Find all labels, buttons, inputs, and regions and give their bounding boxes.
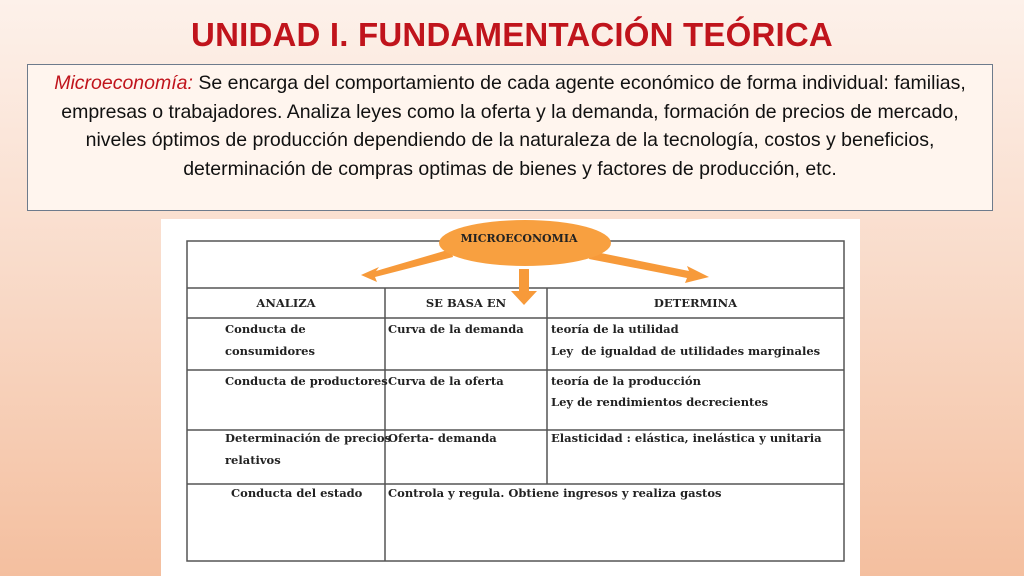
oval-label: MICROECONOMIA (460, 232, 578, 245)
row4-basa: Controla y regula. Obtiene ingresos y realiza gastos (388, 486, 722, 500)
row4-analiza: Conducta del estado (231, 486, 363, 500)
row3-basa: Oferta- demanda (388, 431, 497, 445)
row1-analiza-line2: consumidores (225, 344, 315, 358)
definition-term: Microeconomía: (54, 72, 193, 94)
arrow-left-icon (361, 249, 453, 282)
definition-text: Se encarga del comportamiento de cada agente económico de forma individual: familias, empresas o trabajadores. Analiza leyes como la oferta y la demanda, formación de precios de mercado, niveles óptimos de producción dependiendo de la naturaleza de la tecnología, costos y beneficios, determinación de compras optimas de bienes y factores de producción, etc. (61, 72, 966, 180)
row3-analiza-line2: relativos (225, 453, 281, 467)
row1-determina-line1: teoría de la utilidad (551, 322, 679, 336)
row2-basa: Curva de la oferta (388, 374, 504, 388)
definition-box (27, 64, 993, 211)
header-determina: DETERMINA (653, 296, 738, 310)
header-se-basa-en: SE BASA EN (425, 296, 507, 310)
row3-analiza-line1: Determinación de precios (225, 431, 392, 445)
arrow-right-icon (589, 251, 709, 283)
header-analiza: ANALIZA (256, 296, 316, 310)
slide-title: UNIDAD I. FUNDAMENTACIÓN TEÓRICA (191, 16, 833, 53)
row1-basa: Curva de la demanda (388, 322, 524, 336)
row2-determina-line2: Ley de rendimientos decrecientes (551, 395, 769, 409)
row2-determina-line1: teoría de la producción (551, 374, 701, 388)
row1-analiza-line1: Conducta de (225, 322, 306, 336)
row1-determina-line2: Ley de igualdad de utilidades marginales (551, 344, 821, 358)
microeconomics-diagram (161, 219, 860, 576)
row3-determina: Elasticidad : elástica, inelástica y unitaria (551, 431, 822, 445)
row2-analiza: Conducta de productores (225, 374, 388, 388)
